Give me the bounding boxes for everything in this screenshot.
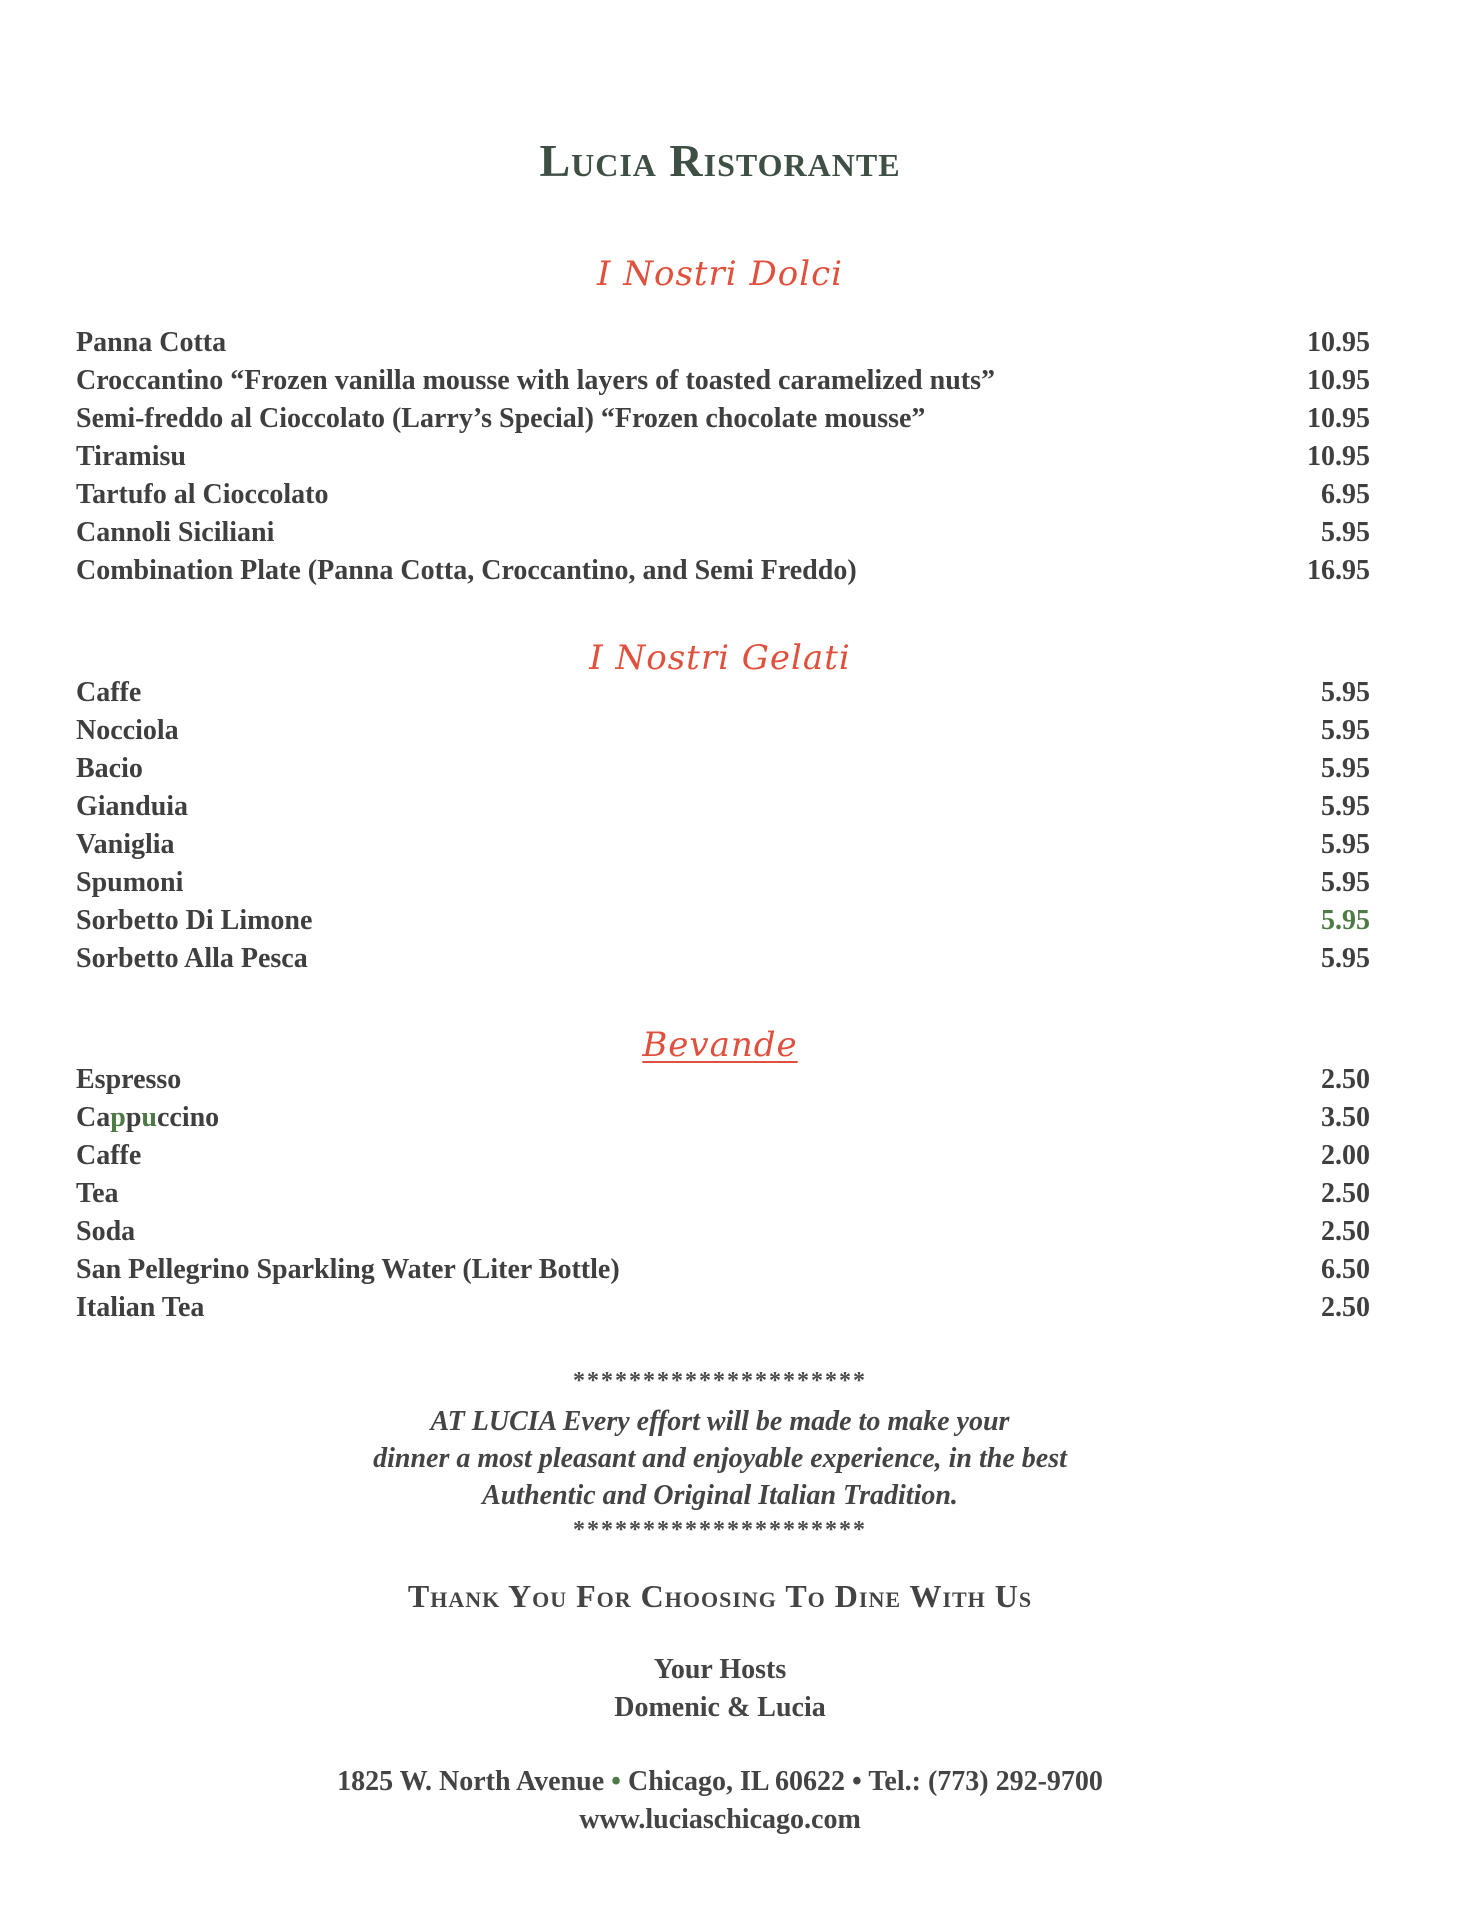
item-name: Nocciola: [76, 715, 179, 746]
item-name: Caffe: [76, 677, 142, 708]
thank-you-message: Thank You For Choosing To Dine With Us: [407, 1578, 1033, 1614]
item-price: 10.95: [1307, 327, 1370, 358]
menu-item: [76, 829, 1370, 867]
item-name: [76, 1102, 219, 1134]
item-price: 2.50: [1321, 1064, 1370, 1095]
phone: Tel.: (773) 292-9700: [868, 1766, 1103, 1797]
item-price: 5.95: [1321, 829, 1370, 860]
menu-item: [76, 441, 1370, 479]
menu-item: [76, 403, 1370, 441]
item-name: Sorbetto Di Limone: [76, 905, 313, 936]
stars-divider-bottom: *********************: [573, 1517, 867, 1543]
menu-item: [76, 867, 1370, 905]
item-name: Gianduia: [76, 791, 189, 822]
item-name: Semi-freddo al Cioccolato (Larry’s Special) “Frozen chocolate mousse”: [76, 403, 926, 434]
item-name-part: u: [141, 1102, 157, 1133]
address: 1825 W. North Avenue: [337, 1766, 605, 1797]
gelati-list: [76, 677, 1370, 981]
item-price: 5.95: [1321, 943, 1370, 974]
bullet-separator: •: [852, 1766, 862, 1797]
item-price: 5.95: [1321, 517, 1370, 548]
menu-item: [76, 1102, 1370, 1140]
item-price: 5.95: [1321, 905, 1370, 936]
item-price: 2.50: [1321, 1178, 1370, 1209]
item-price: 5.95: [1321, 791, 1370, 822]
item-name: Tea: [76, 1178, 119, 1209]
item-name: Tiramisu: [76, 441, 186, 472]
section-heading-gelati-text: I Nostri Gelati: [589, 638, 851, 678]
item-name: Soda: [76, 1216, 136, 1247]
section-heading-dolci: [0, 254, 1440, 294]
item-price: 16.95: [1307, 555, 1370, 586]
bullet-separator: •: [611, 1766, 621, 1797]
menu-item: [76, 753, 1370, 791]
menu-item: [76, 365, 1370, 403]
item-name-part: p: [110, 1102, 126, 1133]
item-price: 2.50: [1321, 1216, 1370, 1247]
item-name-part: Ca: [76, 1102, 111, 1133]
item-price: 10.95: [1307, 441, 1370, 472]
restaurant-statement: [0, 1403, 1440, 1514]
item-name: Cannoli Siciliani: [76, 517, 275, 548]
item-name: Tartufo al Cioccolato: [76, 479, 329, 510]
menu-item: [76, 555, 1370, 593]
item-price: 2.00: [1321, 1140, 1370, 1171]
contact-line: [0, 1766, 1440, 1798]
section-heading-gelati: [0, 638, 1440, 678]
item-name: Vaniglia: [76, 829, 175, 860]
item-price: 6.50: [1321, 1254, 1370, 1285]
statement-line: dinner a most pleasant and enjoyable experience, in the best: [373, 1443, 1067, 1474]
item-name-part: ccino: [156, 1102, 220, 1133]
item-name: Espresso: [76, 1064, 182, 1095]
item-name: Sorbetto Alla Pesca: [76, 943, 308, 974]
item-name: Croccantino “Frozen vanilla mousse with layers of toasted caramelized nuts”: [76, 365, 995, 396]
menu-item: [76, 327, 1370, 365]
item-price: 3.50: [1321, 1102, 1370, 1133]
section-heading-dolci-text: I Nostri Dolci: [596, 254, 844, 294]
item-name: Combination Plate (Panna Cotta, Croccantino, and Semi Freddo): [76, 555, 857, 586]
menu-item: [76, 1216, 1370, 1254]
menu-item: [76, 1292, 1370, 1330]
item-price: 6.95: [1321, 479, 1370, 510]
hosts-label: Your Hosts: [653, 1654, 787, 1685]
section-heading-bevande-text: Bevande: [642, 1025, 798, 1065]
section-heading-bevande: [0, 1025, 1440, 1065]
item-name: Italian Tea: [76, 1292, 205, 1323]
menu-item: [76, 715, 1370, 753]
menu-item: [76, 791, 1370, 829]
item-price: 5.95: [1321, 867, 1370, 898]
item-price: 10.95: [1307, 365, 1370, 396]
item-name: Spumoni: [76, 867, 184, 898]
restaurant-title: Lucia Ristorante: [539, 135, 901, 186]
item-price: 5.95: [1321, 677, 1370, 708]
item-name: Panna Cotta: [76, 327, 227, 358]
menu-item: [76, 1254, 1370, 1292]
menu-item: [76, 479, 1370, 517]
dolci-list: [76, 327, 1370, 593]
bevande-list: [76, 1064, 1370, 1330]
website-link[interactable]: www.luciaschicago.com: [579, 1804, 861, 1835]
item-price: 5.95: [1321, 715, 1370, 746]
stars-divider-top: *********************: [573, 1368, 867, 1394]
item-price: 2.50: [1321, 1292, 1370, 1323]
menu-item: [76, 943, 1370, 981]
city: Chicago, IL 60622: [627, 1766, 845, 1797]
item-price: 10.95: [1307, 403, 1370, 434]
menu-item: [76, 1064, 1370, 1102]
item-name-part: p: [125, 1102, 142, 1133]
menu-item: [76, 1140, 1370, 1178]
item-name: Bacio: [76, 753, 143, 784]
menu-item: [76, 677, 1370, 715]
menu-item: [76, 1178, 1370, 1216]
item-name: Caffe: [76, 1140, 142, 1171]
item-name: San Pellegrino Sparkling Water (Liter Bottle): [76, 1254, 620, 1285]
menu-item: [76, 517, 1370, 555]
menu-item: [76, 905, 1370, 943]
statement-line: Authentic and Original Italian Tradition.: [482, 1480, 958, 1511]
item-price: 5.95: [1321, 753, 1370, 784]
statement-line: AT LUCIA Every effort will be made to make your: [430, 1406, 1010, 1437]
hosts-names: Domenic & Lucia: [614, 1692, 826, 1723]
